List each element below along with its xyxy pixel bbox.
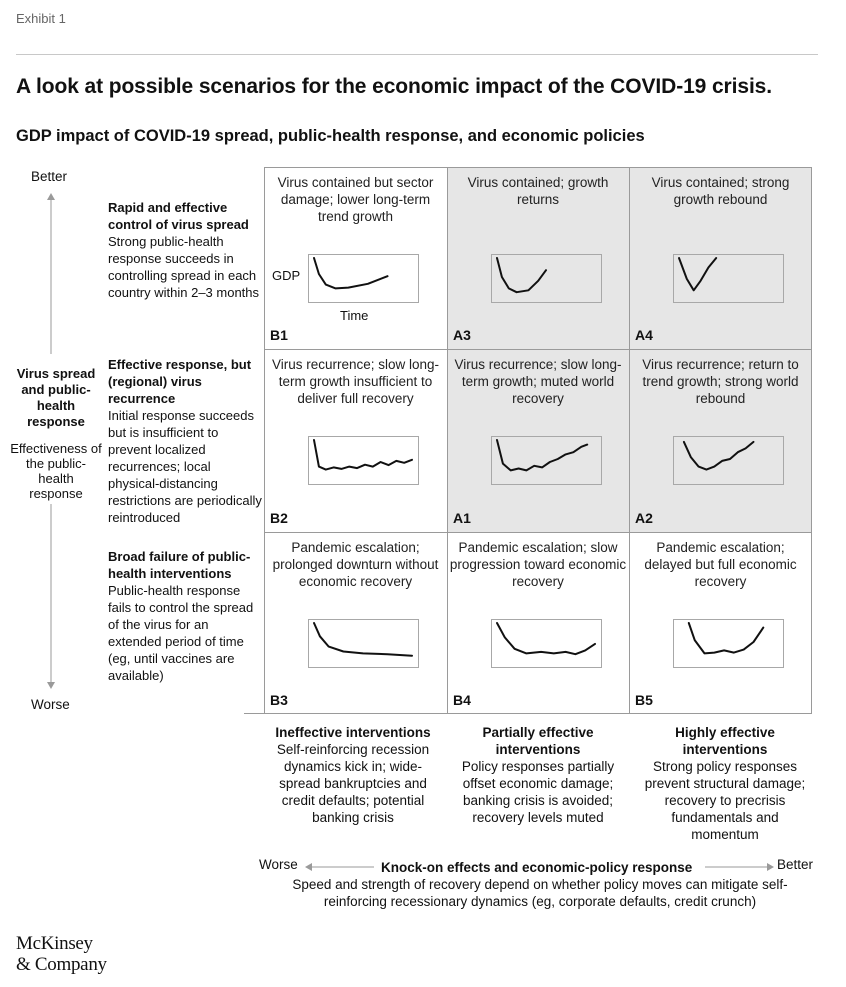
vertical-axis-worse: Worse bbox=[31, 697, 70, 712]
scenario-code: B2 bbox=[270, 510, 288, 526]
logo-line-1: McKinsey bbox=[16, 933, 93, 954]
scenario-code: B5 bbox=[635, 692, 653, 708]
horizontal-axis-worse: Worse bbox=[259, 857, 298, 872]
row-label-description: Public-health response fails to control the spread of the virus for an extended period of time (eg, until vaccines are available) bbox=[108, 583, 254, 683]
scenario-description: Virus recurrence; slow long-term growth insufficient to deliver full recovery bbox=[271, 357, 440, 406]
scenario-code: A4 bbox=[635, 327, 653, 343]
column-label-description: Policy responses partially offset economic damage; banking crisis is avoided; recovery levels muted bbox=[461, 759, 615, 825]
horizontal-axis-left-arrow bbox=[304, 861, 376, 873]
horizontal-axis-right-arrow bbox=[703, 861, 775, 873]
column-label-description: Strong policy responses prevent structural damage; recovery to precrisis fundamentals and momentum bbox=[644, 759, 806, 842]
scenario-description: Pandemic escalation; prolonged downturn without economic recovery bbox=[272, 540, 439, 589]
scenario-description: Virus recurrence; return to trend growth; strong world rebound bbox=[642, 357, 799, 406]
scenario-grid bbox=[264, 167, 812, 714]
mckinsey-logo bbox=[16, 933, 107, 975]
column-label-highly-effective bbox=[636, 724, 814, 843]
vertical-axis-better: Better bbox=[31, 169, 68, 184]
row-label-title: Broad failure of public-health interventions bbox=[108, 549, 251, 581]
column-label-title: Highly effective interventions bbox=[675, 725, 775, 757]
page-title: A look at possible scenarios for the economic impact of the COVID-19 crisis. bbox=[16, 75, 772, 98]
column-label-partially-effective bbox=[449, 724, 627, 826]
column-label-title: Partially effective interventions bbox=[482, 725, 594, 757]
scenario-code: A1 bbox=[453, 510, 471, 526]
row-label-description: Initial response succeeds but is insufficient to prevent localized recurrences; local physical-distancing restrictions are periodically reintroduced bbox=[108, 408, 262, 525]
vertical-axis-title: Virus spread and public-health response bbox=[16, 366, 96, 429]
scenario-code: B3 bbox=[270, 692, 288, 708]
exhibit-label: Exhibit 1 bbox=[16, 11, 66, 26]
gdp-axis-label: GDP bbox=[272, 268, 301, 283]
horizontal-axis-better: Better bbox=[777, 857, 814, 872]
column-label-description: Self-reinforcing recession dynamics kick in; wide-spread bankruptcies and credit defaults; potential banking crisis bbox=[276, 742, 430, 825]
row-label-description: Strong public-health response succeeds in controlling spread in each country within 2–3 months bbox=[108, 234, 260, 300]
top-divider bbox=[16, 54, 818, 55]
time-axis-label: Time bbox=[340, 308, 369, 323]
row-label-title: Effective response, but (regional) virus recurrence bbox=[108, 357, 252, 406]
scenario-description: Pandemic escalation; delayed but full economic recovery bbox=[644, 540, 797, 589]
scenario-description: Pandemic escalation; slow progression toward economic recovery bbox=[449, 540, 627, 589]
column-label-ineffective bbox=[264, 724, 442, 826]
row-label-regional-recurrence bbox=[108, 356, 264, 526]
scenario-description: Virus contained but sector damage; lower long-term trend growth bbox=[277, 175, 434, 224]
grid-bottom-rule bbox=[244, 713, 812, 714]
column-label-title: Ineffective interventions bbox=[275, 725, 431, 740]
grid-lines bbox=[264, 167, 812, 714]
page-subtitle: GDP impact of COVID-19 spread, public-health response, and economic policies bbox=[16, 127, 645, 145]
scenario-code: A3 bbox=[453, 327, 471, 343]
horizontal-axis-subtitle: Speed and strength of recovery depend on whether policy moves can mitigate self-reinforcing recessionary dynamics (eg, corporate defaults, credit crunch) bbox=[292, 877, 788, 909]
scenario-description: Virus contained; strong growth rebound bbox=[651, 175, 790, 207]
row-label-rapid-control bbox=[108, 199, 264, 301]
vertical-axis-subtitle: Effectiveness of the public-health response bbox=[10, 441, 102, 501]
logo-line-2: & Company bbox=[16, 954, 107, 975]
scenario-description: Virus contained; growth returns bbox=[467, 175, 609, 207]
scenario-code: B1 bbox=[270, 327, 288, 343]
horizontal-axis-title: Knock-on effects and economic-policy response bbox=[381, 860, 693, 875]
row-label-broad-failure bbox=[108, 548, 264, 684]
scenario-code: B4 bbox=[453, 692, 471, 708]
row-label-title: Rapid and effective control of virus spread bbox=[108, 200, 249, 232]
scenario-code: A2 bbox=[635, 510, 653, 526]
scenario-description: Virus recurrence; slow long-term growth; muted world recovery bbox=[454, 357, 622, 406]
